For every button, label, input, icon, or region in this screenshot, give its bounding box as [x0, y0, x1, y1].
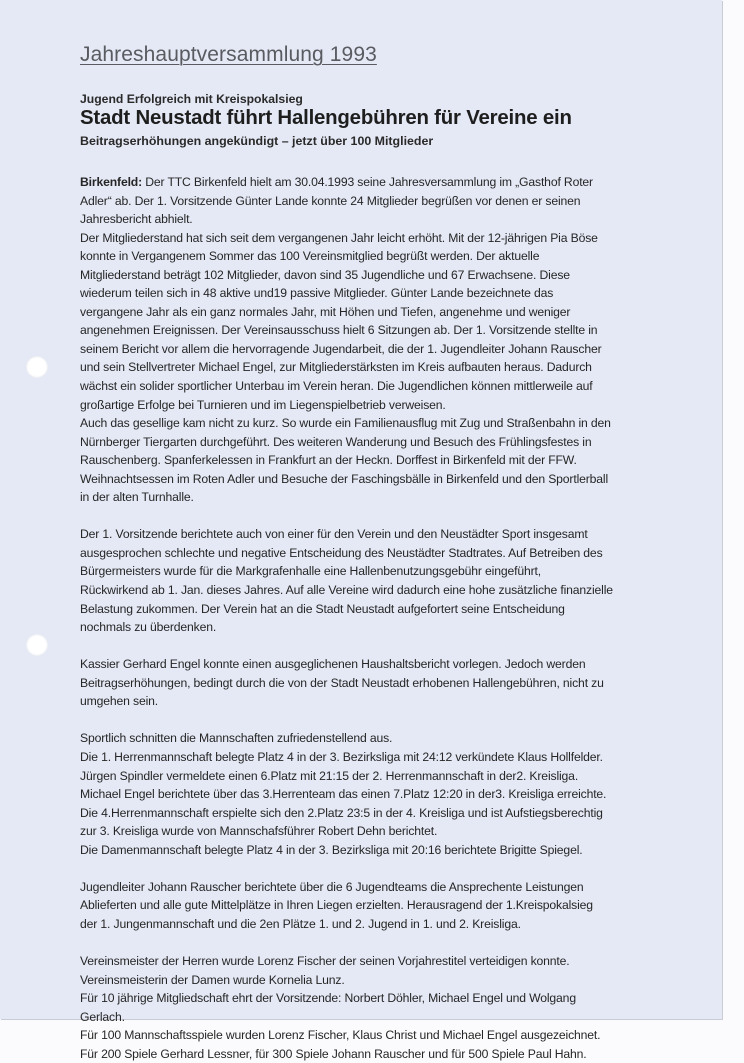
text-line-content: Die 1. Herrenmannschaft belegte Platz 4 in der 3. Bezirksliga mit 24:12 verkündete Klaus Hollfelder.: [80, 749, 603, 764]
text-line: [80, 229, 720, 248]
text-line: [80, 433, 720, 452]
text-line: [80, 804, 720, 823]
text-line: [80, 470, 720, 489]
text-line-content: Bürgermeisters wurde für die Markgrafenhalle eine Hallenbenutzungsgebühr eingeführt,: [80, 564, 541, 579]
text-line-content: Rauschenberg. Spanferkelessen in Frankfurt an der Heckn. Dorffest in Birkenfeld mit der FFW.: [80, 453, 577, 468]
text-line: [80, 896, 720, 915]
text-line-content: nochmals zu überdenken.: [80, 620, 217, 635]
text-line: [80, 1008, 720, 1027]
text-line: [80, 544, 720, 563]
text-line: [80, 600, 720, 619]
text-line: [80, 192, 720, 211]
punch-hole-lower: [26, 634, 48, 656]
text-line-content: Michael Engel berichtete über das 3.Herrenteam das einen 7.Platz 12:20 in der3. Kreisliga erreichte.: [80, 787, 607, 802]
text-line-content: Vereinsmeisterin der Damen wurde Kornelia Lunz.: [80, 972, 345, 987]
document-title: Jahreshauptversammlung 1993: [80, 43, 377, 66]
text-line: [80, 822, 720, 841]
text-line-content: wiederum teilen sich in 48 aktive und19 passive Mitglieder. Günter Lande bezeichnete das: [80, 286, 554, 301]
paragraph-gap: [80, 859, 720, 878]
text-line: [80, 210, 720, 229]
paragraph: [80, 655, 720, 711]
text-line: [80, 785, 720, 804]
text-line-content: Kassier Gerhard Engel konnte einen ausgeglichenen Haushaltsbericht vorlegen. Jedoch werden: [80, 657, 586, 672]
text-line-content: Der 1. Vorsitzende berichtete auch von einer für den Verein und den Neustädter Sport insgesamt: [80, 527, 588, 542]
article-kicker: Jugend Erfolgreich mit Kreispokalsieg: [80, 92, 303, 106]
text-line: [80, 321, 720, 340]
text-line-content: Für 200 Spiele Gerhard Lessner, für 300 Spiele Johann Rauscher und für 500 Spiele Paul Hahn.: [80, 1046, 587, 1061]
text-line: [80, 971, 720, 990]
text-line: [80, 581, 720, 600]
text-line-content: Der Mitgliederstand hat sich seit dem vergangenen Jahr leicht erhöht. Mit der 12-jährigen Pia Böse: [80, 230, 598, 245]
text-line-content: zur 3. Kreisliga wurde von Mannschafsführer Robert Dehn berichtet.: [80, 824, 438, 839]
text-line: [80, 247, 720, 266]
text-line: [80, 451, 720, 470]
text-line-content: Jugendleiter Johann Rauscher berichtete über die 6 Jugendteams die Ansprechente Leistungen: [80, 879, 584, 894]
text-line-content: Sportlich schnitten die Mannschaften zufriedenstellend aus.: [80, 731, 393, 746]
text-line-content: Jürgen Spindler vermeldete einen 6.Platz mit 21:15 der 2. Herrenmannschaft in der2. Kreisliga.: [80, 768, 579, 783]
text-line-content: ausgesprochen schlechte und negative Entscheidung des Neustädter Stadtrates. Auf Betreiben des: [80, 545, 603, 560]
text-line: [80, 915, 720, 934]
text-line: [80, 1026, 720, 1045]
text-line-content: und sein Stellvertreter Michael Engel, zur Mitgliederstärksten im Kreis aufbauten heraus. Dadurch: [80, 360, 592, 375]
text-line-content: Die Damenmannschaft belegte Platz 4 in der 3. Bezirksliga mit 20:16 berichtete Brigitte Spiegel.: [80, 842, 583, 857]
text-line-content: angenehmen Ereignissen. Der Vereinsausschuss hielt 6 Sitzungen ab. Der 1. Vorsitzende stellte in: [80, 323, 598, 338]
text-line: [80, 878, 720, 897]
paragraph-gap: [80, 933, 720, 952]
paragraph: [80, 729, 720, 859]
text-line-content: Belastung zukommen. Der Verein hat an die Stadt Neustadt aufgefortert seine Entscheidung: [80, 601, 565, 616]
text-line: [80, 767, 720, 786]
paragraph-gap: [80, 507, 720, 526]
text-line-content: seinem Bericht vor allem die hervorragende Jugendarbeit, die der 1. Jugendleiter Johann Rauscher: [80, 341, 602, 356]
paragraph-gap: [80, 711, 720, 730]
text-line-content: Adler“ ab. Der 1. Vorsitzende Günter Lande konnte 24 Mitglieder begrüßen vor denen er seinen: [80, 193, 581, 208]
text-line: [80, 340, 720, 359]
text-line: [80, 303, 720, 322]
dateline: Birkenfeld:: [80, 175, 143, 189]
paragraph: [80, 952, 720, 1063]
text-line: [80, 655, 720, 674]
text-line-content: wächst ein solider sportlicher Unterbau im Verein heran. Die Jugendlichen können mittlerweile auf: [80, 379, 593, 394]
text-line-content: Ablieferten und alle gute Mittelplätze in Ihren Liegen erzielten. Herausragend der 1.Kreispokalsieg: [80, 898, 593, 913]
text-line: [80, 377, 720, 396]
text-line-content: Weihnachtsessen im Roten Adler und Besuche der Faschingsbälle in Birkenfeld und den Sportlerball: [80, 471, 609, 486]
text-line-content: Nürnberger Tiergarten durchgeführt. Des weiteren Wanderung und Besuch des Frühlingsfestes in: [80, 434, 592, 449]
text-line-content: umgehen sein.: [80, 694, 159, 709]
article-headline: Stadt Neustadt führt Hallengebühren für Vereine ein: [80, 107, 572, 129]
text-line-content: der 1. Jungenmannschaft und die 2en Plätze 1. und 2. Jugend in 1. und 2. Kreisliga.: [80, 916, 521, 931]
text-line: [80, 841, 720, 860]
text-line-content: Auch das gesellige kam nicht zu kurz. So wurde ein Familienausflug mit Zug und Straßenbahn in den: [80, 416, 611, 431]
text-line: [80, 266, 720, 285]
text-line-content: vergangene Jahr als ein ganz normales Jahr, mit Höhen und Tiefen, angenehme und weniger: [80, 304, 571, 319]
text-line: [80, 1045, 720, 1063]
paragraph-gap: [80, 637, 720, 656]
text-line: [80, 414, 720, 433]
text-line-content: Rückwirkend ab 1. Jan. dieses Jahres. Auf alle Vereine wird dadurch eine hohe zusätzliche finanzielle: [80, 583, 613, 598]
punch-hole-upper: [26, 356, 48, 378]
text-line: [80, 989, 720, 1008]
text-line: [80, 488, 720, 507]
text-line: [80, 692, 720, 711]
text-line-content: großartige Erfolge bei Turnieren und im Liegenspielbetrieb verweisen.: [80, 397, 446, 412]
text-line: [80, 284, 720, 303]
text-line-content: Vereinsmeister der Herren wurde Lorenz Fischer der seinen Vorjahrestitel verteidigen konnte.: [80, 953, 570, 968]
article-body: [80, 173, 720, 1063]
paragraph: [80, 173, 720, 507]
text-line: [80, 525, 720, 544]
text-line: [80, 952, 720, 971]
text-line-content: Gerlach.: [80, 1009, 125, 1024]
text-line-content: in der alten Turnhalle.: [80, 490, 194, 505]
paragraph: [80, 878, 720, 934]
text-line-content: Die 4.Herrenmannschaft erspielte sich den 2.Platz 23:5 in der 4. Kreisliga und ist Aufstiegsberechtig: [80, 805, 603, 820]
text-line: [80, 729, 720, 748]
text-line: [80, 618, 720, 637]
text-line-content: konnte in Vergangenem Sommer das 100 Vereinsmitglied begrüßt werden. Der aktuelle: [80, 249, 540, 264]
text-line-content: Beitragserhöhungen, bedingt durch die von der Stadt Neustadt erhobenen Hallengebühren, nicht zu: [80, 675, 604, 690]
text-line-content: Jahresbericht abhielt.: [80, 212, 193, 227]
text-line: [80, 748, 720, 767]
text-line-content: Mitgliederstand beträgt 102 Mitglieder, davon sind 35 Jugendliche und 67 Erwachsene. Diese: [80, 267, 570, 282]
text-line-content: Für 10 jährige Mitgliedschaft ehrt der Vorsitzende: Norbert Döhler, Michael Engel und Wolgang: [80, 991, 576, 1006]
text-line: [80, 396, 720, 415]
paragraph: [80, 525, 720, 636]
article-subline: Beitragserhöhungen angekündigt – jetzt über 100 Mitglieder: [80, 134, 434, 148]
text-line: [80, 173, 720, 192]
text-line-content: Für 100 Mannschaftsspiele wurden Lorenz Fischer, Klaus Christ und Michael Engel ausgezeichnet.: [80, 1028, 601, 1043]
text-line: [80, 358, 720, 377]
text-line: [80, 674, 720, 693]
text-line: [80, 562, 720, 581]
text-line-content: Der TTC Birkenfeld hielt am 30.04.1993 seine Jahresversammlung im „Gasthof Roter: [142, 175, 593, 189]
